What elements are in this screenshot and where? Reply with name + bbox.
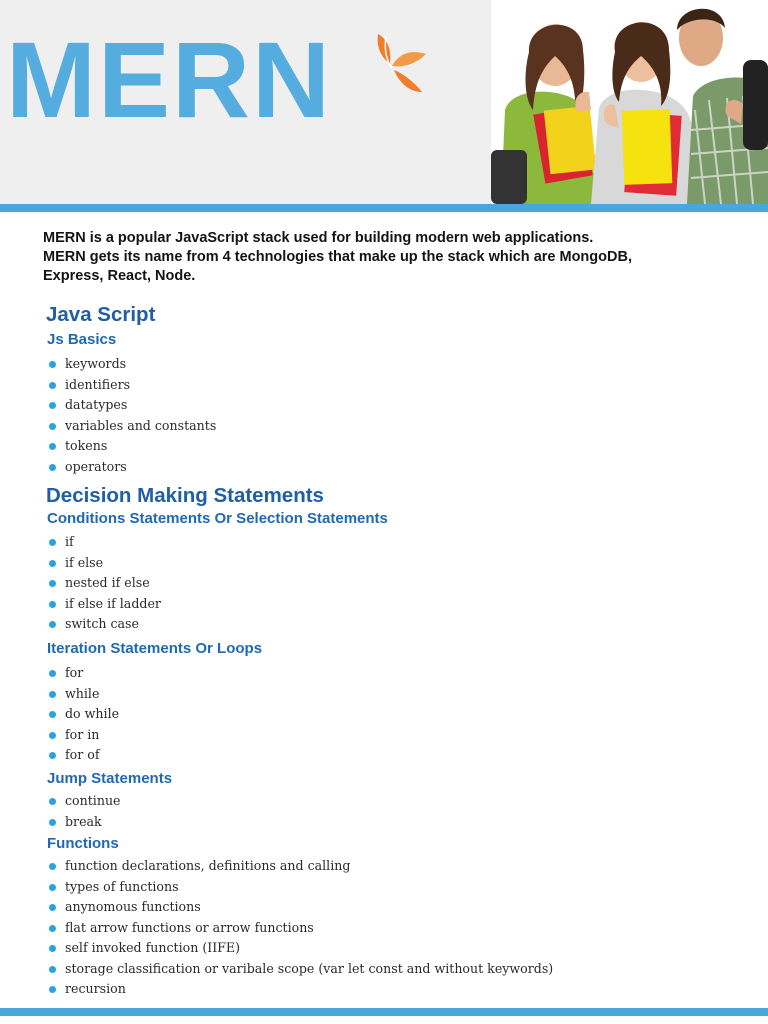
students-photo [491, 0, 768, 204]
bullet-icon [49, 382, 56, 389]
list-item [48, 959, 553, 980]
list-item-text: if else if ladder [65, 595, 161, 611]
bullet-icon [49, 580, 56, 587]
bullet-icon [49, 560, 56, 567]
intro-line: Express, React, Node. [43, 268, 196, 284]
list-item-text: anynomous functions [65, 899, 201, 914]
list-item [48, 938, 553, 959]
subheading-functions: Functions [47, 835, 119, 852]
list-item-text: nested if else [65, 575, 150, 590]
bullet-icon [49, 884, 56, 891]
bullet-icon [49, 752, 56, 759]
list-item-text: for of [65, 747, 100, 762]
list-item [48, 532, 161, 553]
list-item [48, 856, 553, 877]
list-item-text: do while [65, 706, 120, 721]
top-accent-bar [0, 204, 768, 212]
list-item [48, 812, 121, 833]
list-item [48, 725, 119, 746]
intro-line: MERN is a popular JavaScript stack used for building modern web applications. [43, 230, 594, 246]
list-item-text: for [65, 665, 84, 680]
bullet-icon [49, 464, 56, 471]
bullet-icon [49, 361, 56, 368]
list-item [48, 436, 216, 457]
subheading-conditions: Conditions Statements Or Selection Statements [47, 510, 388, 527]
leaf-logo-icon [372, 30, 430, 96]
bullet-icon [49, 711, 56, 718]
bullet-icon [49, 904, 56, 911]
bullet-icon [49, 863, 56, 870]
list-item [48, 918, 553, 939]
list-item [48, 704, 119, 725]
bottom-accent-bar [0, 1008, 768, 1024]
bullet-icon [49, 986, 56, 993]
list-item [48, 457, 216, 478]
bullet-icon [49, 798, 56, 805]
list-item-text: variables and constants [65, 417, 217, 433]
list-item-text: keywords [65, 356, 127, 371]
list-item [48, 663, 119, 684]
list-item [48, 791, 121, 812]
list-item-text: tokens [65, 438, 108, 453]
bullet-icon [49, 819, 56, 826]
subheading-jump: Jump Statements [47, 770, 173, 787]
list-item-text: function declarations, definitions and calling [65, 858, 351, 873]
list-item-text: operators [65, 458, 127, 474]
list-js-basics [48, 354, 216, 477]
bullet-icon [49, 966, 56, 973]
list-item-text: recursion [65, 981, 126, 996]
list-iteration [48, 663, 119, 766]
bullet-icon [49, 423, 56, 430]
heading-java-script: Java Script [46, 303, 156, 326]
bullet-icon [49, 945, 56, 952]
bullet-icon [49, 732, 56, 739]
list-item [48, 594, 161, 615]
list-item-text: flat arrow functions or arrow functions [65, 919, 314, 935]
list-item [48, 395, 216, 416]
list-item-text: self invoked function (IIFE) [65, 940, 241, 955]
bullet-icon [49, 601, 56, 608]
list-item-text: storage classification or varibale scope (var let const and without keywords) [65, 960, 554, 976]
list-item-text: continue [65, 793, 121, 808]
bullet-icon [49, 402, 56, 409]
bullet-icon [49, 621, 56, 628]
list-item [48, 897, 553, 918]
list-item-text: break [65, 813, 102, 829]
list-item [48, 375, 216, 396]
list-jump [48, 791, 121, 832]
bullet-icon [49, 443, 56, 450]
list-item [48, 877, 553, 898]
bullet-icon [49, 539, 56, 546]
bullet-icon [49, 925, 56, 932]
list-functions [48, 856, 553, 1000]
subheading-iteration: Iteration Statements Or Loops [47, 640, 263, 657]
list-item [48, 979, 553, 1000]
list-item-text: if else [65, 554, 104, 570]
list-item-text: switch case [65, 616, 139, 631]
list-item [48, 614, 161, 635]
list-item [48, 684, 119, 705]
header-banner [0, 0, 768, 204]
list-item-text: while [65, 685, 100, 701]
list-item [48, 573, 161, 594]
subheading-js-basics: Js Basics [47, 331, 117, 348]
list-item-text: types of functions [65, 878, 179, 894]
heading-decision-making: Decision Making Statements [46, 484, 324, 507]
list-item [48, 354, 216, 375]
intro-line: MERN gets its name from 4 technologies that make up the stack which are MongoDB, [43, 249, 632, 265]
mern-logo: MERN [6, 19, 332, 140]
list-item-text: if [65, 534, 74, 549]
intro-paragraph [43, 229, 733, 286]
list-item-text: identifiers [65, 376, 131, 392]
list-item [48, 416, 216, 437]
bullet-icon [49, 691, 56, 698]
bullet-icon [49, 670, 56, 677]
list-item-text: for in [65, 726, 100, 742]
list-conditions [48, 532, 161, 635]
list-item [48, 553, 161, 574]
list-item [48, 745, 119, 766]
list-item-text: datatypes [65, 397, 128, 412]
